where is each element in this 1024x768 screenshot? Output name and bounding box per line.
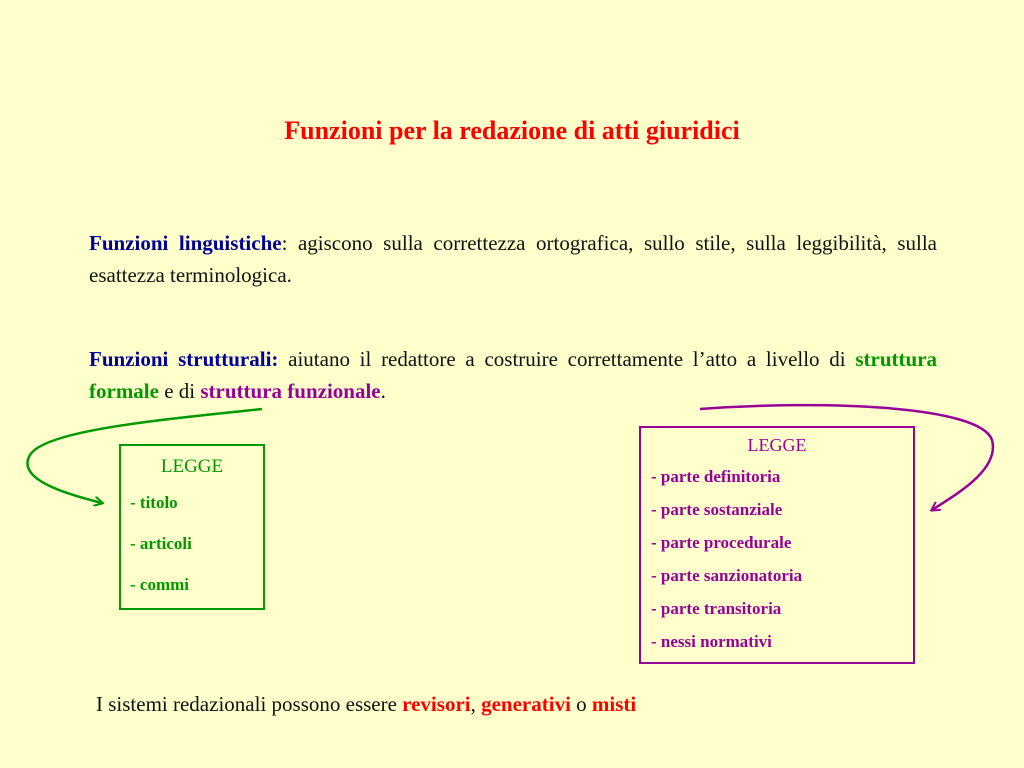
conclusion-sep1: , [470,692,482,716]
list-item: - commi [130,575,190,594]
page-title: Funzioni per la redazione di atti giuridici [284,116,740,145]
conclusion-line [96,692,636,717]
conclusion-text: I sistemi redazionali possono essere [96,692,403,716]
term-generativi: generativi [481,692,571,716]
legge-formale-box [119,444,265,610]
legge-funzionale-box [639,426,915,664]
list-item: - parte transitoria [651,599,782,618]
term-revisori: revisori [402,692,471,716]
list-item: - parte definitoria [651,467,781,486]
list-item: - parte sanzionatoria [651,566,803,585]
list-item: - articoli [130,534,192,553]
text-strutturali-b: e di [158,379,201,403]
legge-funzionale-heading: LEGGE [747,435,807,455]
legge-formale-list [121,482,263,605]
list-item: - titolo [130,493,178,512]
text-strutturali-a: aiutano il redattore a costruire correttamente l’atto a livello di [278,347,856,371]
conclusion-sep2: o [570,692,592,716]
term-strutturali: Funzioni strutturali: [89,347,279,371]
list-item: - parte sostanziale [651,500,783,519]
text-strutturali-c: . [380,379,386,403]
struttura-formale: struttura formale [89,347,938,403]
legge-formale-heading: LEGGE [160,456,224,477]
term-linguistiche: Funzioni linguistiche [89,231,282,255]
list-item: - nessi normativi [651,632,772,651]
text-linguistiche: : agiscono sulla correttezza ortografica, sullo stile, sulla leggibilità, sulla esattezza terminologica. [89,231,937,287]
legge-funzionale-list [641,460,913,658]
list-item: - parte procedurale [651,533,792,552]
struttura-funzionale: struttura funzionale [200,379,381,403]
term-misti: misti [591,692,637,716]
